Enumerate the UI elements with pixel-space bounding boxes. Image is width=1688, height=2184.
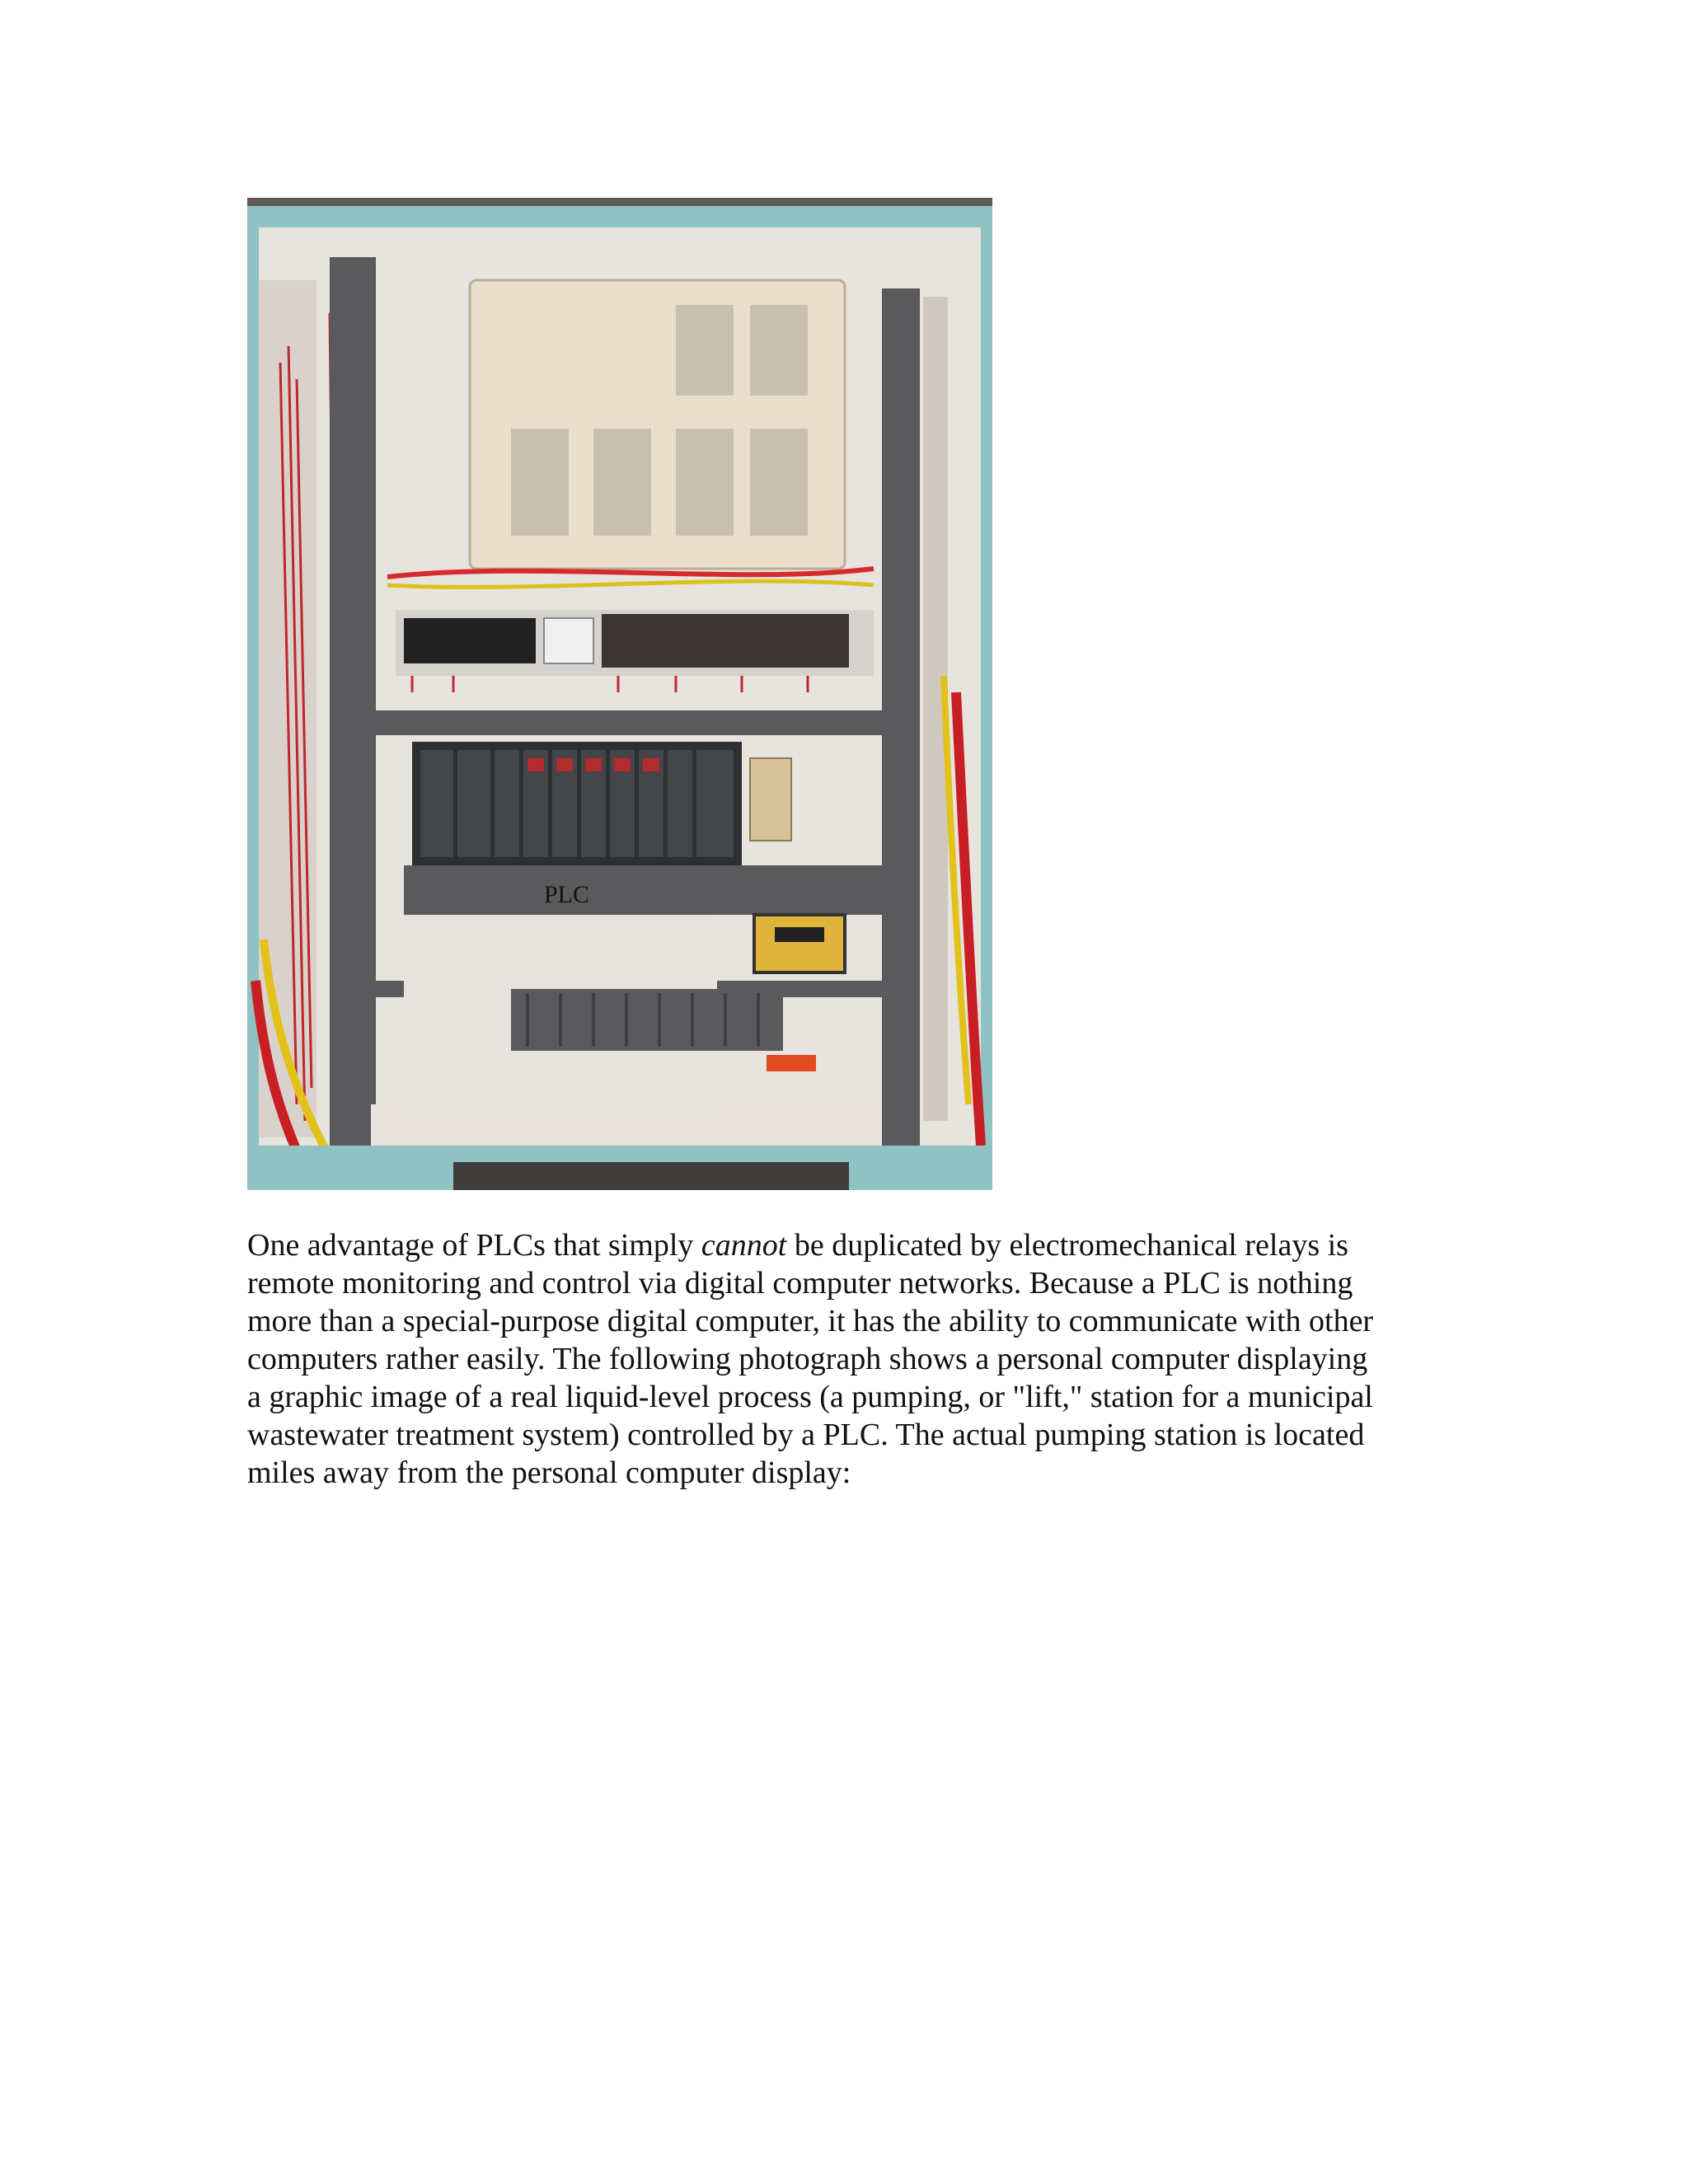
plc-label: PLC xyxy=(544,881,590,908)
paragraph-line-5: a graphic image of a real liquid-level process (a pumping, or "lift," station for a municipal xyxy=(247,1380,1373,1414)
line-1-text-end: be duplicated by electromechanical relays is xyxy=(786,1228,1348,1263)
body-paragraph xyxy=(247,1226,1451,1492)
paragraph-line-2: remote monitoring and control via digital computer networks. Because a PLC is nothing xyxy=(247,1266,1353,1301)
plc-cabinet-photo xyxy=(247,198,992,1190)
paragraph-line-4: computers rather easily. The following photograph shows a personal computer displaying xyxy=(247,1342,1368,1376)
emphasis-cannot: cannot xyxy=(701,1228,787,1263)
paragraph-line-3: more than a special-purpose digital computer, it has the ability to communicate with other xyxy=(247,1304,1374,1338)
line-1-text-start: One advantage of PLCs that simply xyxy=(247,1228,701,1263)
paragraph-line-6: wastewater treatment system) controlled by a PLC. The actual pumping station is located xyxy=(247,1418,1365,1452)
paragraph-line-7: miles away from the personal computer display: xyxy=(247,1455,851,1490)
paragraph-line-1 xyxy=(247,1226,1451,1264)
